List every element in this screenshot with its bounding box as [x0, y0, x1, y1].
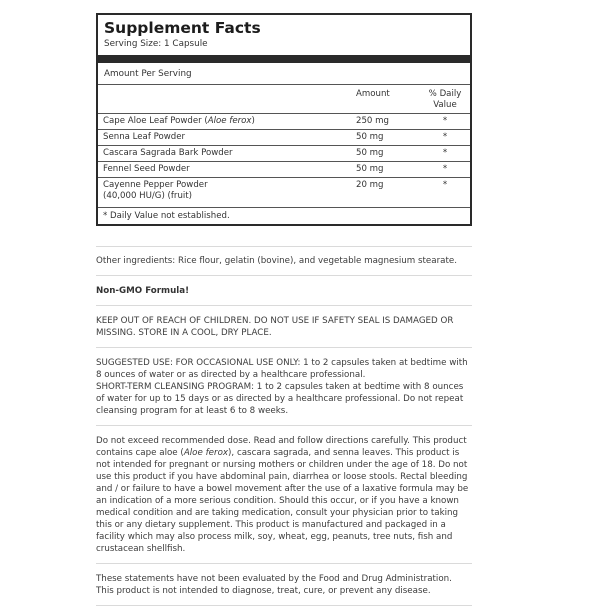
- ingredient-amount: 50 mg: [356, 132, 384, 142]
- facts-row: [98, 178, 470, 208]
- cleansing-program-text: SHORT-TERM CLEANSING PROGRAM: 1 to 2 capsules taken at bedtime with 8 ounces of water for up to 15 days or as directed by a healthcare professional. Do not repeat cleansing program for at least 6 to 8 weeks.: [96, 382, 464, 416]
- daily-value-column-header: [420, 85, 470, 113]
- facts-column-header: [98, 85, 470, 114]
- dv-header-line1: % Daily: [428, 89, 462, 99]
- suggested-use: [96, 348, 472, 426]
- fda-disclaimer: These statements have not been evaluated by the Food and Drug Administration. This product is not intended to diagnose, treat, cure, or prevent any disease.: [96, 564, 472, 606]
- ingredient-name: Fennel Seed Powder: [103, 164, 190, 174]
- ingredient-name: Cascara Sagrada Bark Powder: [103, 148, 233, 158]
- ingredient-name: Cayenne Pepper Powder (40,000 HU/G) (fruit): [98, 180, 356, 202]
- ingredient-amount: 50 mg: [356, 148, 384, 158]
- ingredient-amount: 20 mg: [356, 180, 384, 190]
- suggested-use-text: SUGGESTED USE: FOR OCCASIONAL USE ONLY: 1 to 2 capsules taken at bedtime with 8 ounces of water or as directed by a healthcare professional.: [96, 358, 468, 380]
- ingredient-amount: 50 mg: [356, 164, 384, 174]
- facts-header: [98, 15, 470, 55]
- dv-header-line2: Value: [433, 100, 457, 110]
- storage-warning: KEEP OUT OF REACH OF CHILDREN. DO NOT USE IF SAFETY SEAL IS DAMAGED OR MISSING. STORE IN A COOL, DRY PLACE.: [96, 306, 472, 348]
- ingredient-amount: 250 mg: [356, 116, 389, 126]
- facts-title: Supplement Facts: [104, 19, 261, 37]
- ingredient-dv: *: [442, 180, 448, 190]
- facts-row: [98, 162, 470, 178]
- ingredient-dv: *: [442, 116, 448, 126]
- ingredient-name: Cape Aloe Leaf Powder (Aloe ferox): [103, 116, 255, 126]
- ingredient-name: Senna Leaf Powder: [103, 132, 186, 142]
- amount-column-header: Amount: [356, 89, 390, 99]
- ingredient-potency: (40,000 HU/G) (fruit): [103, 191, 193, 201]
- supplement-facts-panel: [96, 13, 472, 226]
- non-gmo-note: Non-GMO Formula!: [96, 276, 472, 306]
- product-label-page: [96, 13, 472, 606]
- ingredient-dv: *: [442, 148, 448, 158]
- name-column-header: [98, 85, 356, 113]
- caution-text: Do not exceed recommended dose. Read and follow directions carefully. This product contains cape aloe (Aloe ferox), cascara sagrada, and senna leaves. This product is not intended for pregnant or nursing mothers or children under the age of 18. Do not use this product if you have abdominal pain, diarrhea or loose stools. Rectal bleeding and / or failure to have a bowel movement after the use of a laxative formula may be an indication of a more serious condition. Should this occur, or if you have a known medical condition and are taking medication, consult your physician prior to taking this or any dietary supplement. This product is manufactured and packaged in a facility which may also process milk, soy, wheat, egg, peanuts, tree nuts, fish and crustacean shellfish.: [96, 426, 472, 564]
- amount-per-serving: Amount Per Serving: [98, 63, 470, 85]
- facts-row: [98, 146, 470, 162]
- ingredient-dv: *: [442, 132, 448, 142]
- thick-divider: [98, 55, 470, 63]
- ingredient-dv: *: [442, 164, 448, 174]
- facts-row: [98, 130, 470, 146]
- serving-size: Serving Size: 1 Capsule: [104, 39, 208, 49]
- other-ingredients: Other ingredients: Rice flour, gelatin (bovine), and vegetable magnesium stearate.: [96, 246, 472, 276]
- daily-value-footnote: * Daily Value not established.: [103, 211, 230, 221]
- facts-row: [98, 114, 470, 130]
